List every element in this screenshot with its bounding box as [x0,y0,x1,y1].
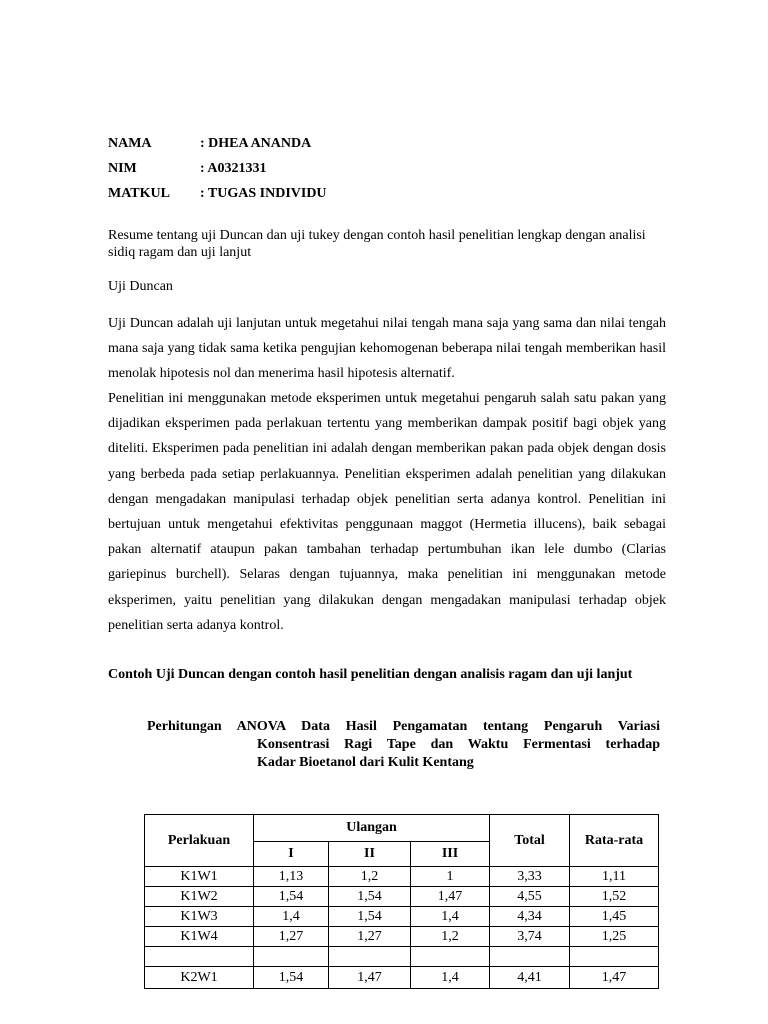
cell-total: 3,74 [490,927,570,947]
cell-total [490,947,570,967]
header-ulangan: Ulangan [254,815,490,842]
cell-ulangan-iii: 1,2 [411,927,490,947]
name-row [108,135,311,153]
cell-total: 4,41 [490,967,570,989]
cell-ulangan-iii: 1,47 [411,887,490,907]
cell-rata-rata [570,947,659,967]
paragraph-method: Penelitian ini menggunakan metode eksperimen untuk megetahui pengaruh salah satu pakan yang dijadikan eksperimen pada perlakuan tertentu yang memberikan dampak positif bagi objek yang diteliti. Eksperimen pada penelitian ini adalah dengan memberikan pakan pada objek dengan dosis yang berbeda pada setiap perlakuannya. Penelitian eksperimen adalah penelitian yang dilakukan dengan mengadakan manipulasi terhadap objek penelitian serta adanya kontrol. Penelitian ini bertujuan untuk mengetahui efektivitas penggunaan maggot (Hermetia illucens), baik sebagai pakan alternatif ataupun pakan tambahan terhadap pertumbuhan ikan lele dumbo (Clarias gariepinus burchell). Selaras dengan tujuannya, maka penelitian ini menggunakan metode eksperimen, yaitu penelitian yang dilakukan dengan mengadakan manipulasi terhadap objek penelitian serta adanya kontrol. [108,391,666,633]
cell-perlakuan: K1W1 [145,867,254,887]
matkul-row [108,185,327,203]
cell-rata-rata: 1,25 [570,927,659,947]
cell-ulangan-iii: 1 [411,867,490,887]
cell-ulangan-ii: 1,2 [329,867,411,887]
header-ulangan-ii: II [329,842,411,867]
table-row [145,907,659,927]
cell-perlakuan: K2W1 [145,967,254,989]
table-row-empty [145,947,659,967]
cell-rata-rata: 1,45 [570,907,659,927]
table-row [145,927,659,947]
cell-total: 4,34 [490,907,570,927]
anova-title-line2: Konsentrasi Ragi Tape dan Waktu Fermentasi terhadap [257,737,660,752]
cell-total: 3,33 [490,867,570,887]
cell-ulangan-i [254,947,329,967]
paragraph-definition: Uji Duncan adalah uji lanjutan untuk megetahui nilai tengah mana saja yang sama dan nilai tengah mana saja yang tidak sama ketika pengujian kehomogenan beberapa nilai tengah memberikan hasil menolak hipotesis nol dan menerima hasil hipotesis alternatif. [108,316,666,381]
cell-ulangan-ii [329,947,411,967]
nim-label: NIM [108,161,137,176]
anova-title-line3: Kadar Bioetanol dari Kulit Kentang [257,755,474,770]
cell-ulangan-iii: 1,4 [411,967,490,989]
table-row [145,867,659,887]
header-total: Total [490,815,570,867]
table-row [145,967,659,989]
intro-text: Resume tentang uji Duncan dan uji tukey dengan contoh hasil penelitian lengkap dengan analisi sidiq ragam dan uji lanjut [108,228,646,260]
header-ulangan-i: I [254,842,329,867]
cell-rata-rata: 1,52 [570,887,659,907]
matkul-label: MATKUL [108,186,170,201]
cell-ulangan-i: 1,13 [254,867,329,887]
example-heading: Contoh Uji Duncan dengan contoh hasil penelitian dengan analisis ragam dan uji lanjut [108,667,633,682]
cell-rata-rata: 1,11 [570,867,659,887]
cell-perlakuan: K1W2 [145,887,254,907]
cell-ulangan-ii: 1,54 [329,907,411,927]
cell-rata-rata: 1,47 [570,967,659,989]
section-title: Uji Duncan [108,279,173,294]
nim-value: : A0321331 [200,161,267,176]
cell-ulangan-i: 1,27 [254,927,329,947]
cell-perlakuan: K1W3 [145,907,254,927]
cell-total: 4,55 [490,887,570,907]
anova-data-table [144,814,659,989]
name-value: : DHEA ANANDA [200,136,312,151]
anova-title-line1: Perhitungan ANOVA Data Hasil Pengamatan tentang Pengaruh Variasi [147,719,660,734]
header-rata-rata: Rata-rata [570,815,659,867]
cell-ulangan-iii: 1,4 [411,907,490,927]
header-perlakuan: Perlakuan [145,815,254,867]
cell-perlakuan: K1W4 [145,927,254,947]
matkul-value: : TUGAS INDIVIDU [200,186,327,201]
cell-ulangan-i: 1,54 [254,967,329,989]
header-ulangan-iii: III [411,842,490,867]
table-row [145,887,659,907]
nim-row [108,160,267,178]
cell-ulangan-ii: 1,47 [329,967,411,989]
cell-perlakuan [145,947,254,967]
cell-ulangan-i: 1,4 [254,907,329,927]
cell-ulangan-ii: 1,27 [329,927,411,947]
cell-ulangan-iii [411,947,490,967]
name-label: NAMA [108,136,152,151]
cell-ulangan-i: 1,54 [254,887,329,907]
cell-ulangan-ii: 1,54 [329,887,411,907]
